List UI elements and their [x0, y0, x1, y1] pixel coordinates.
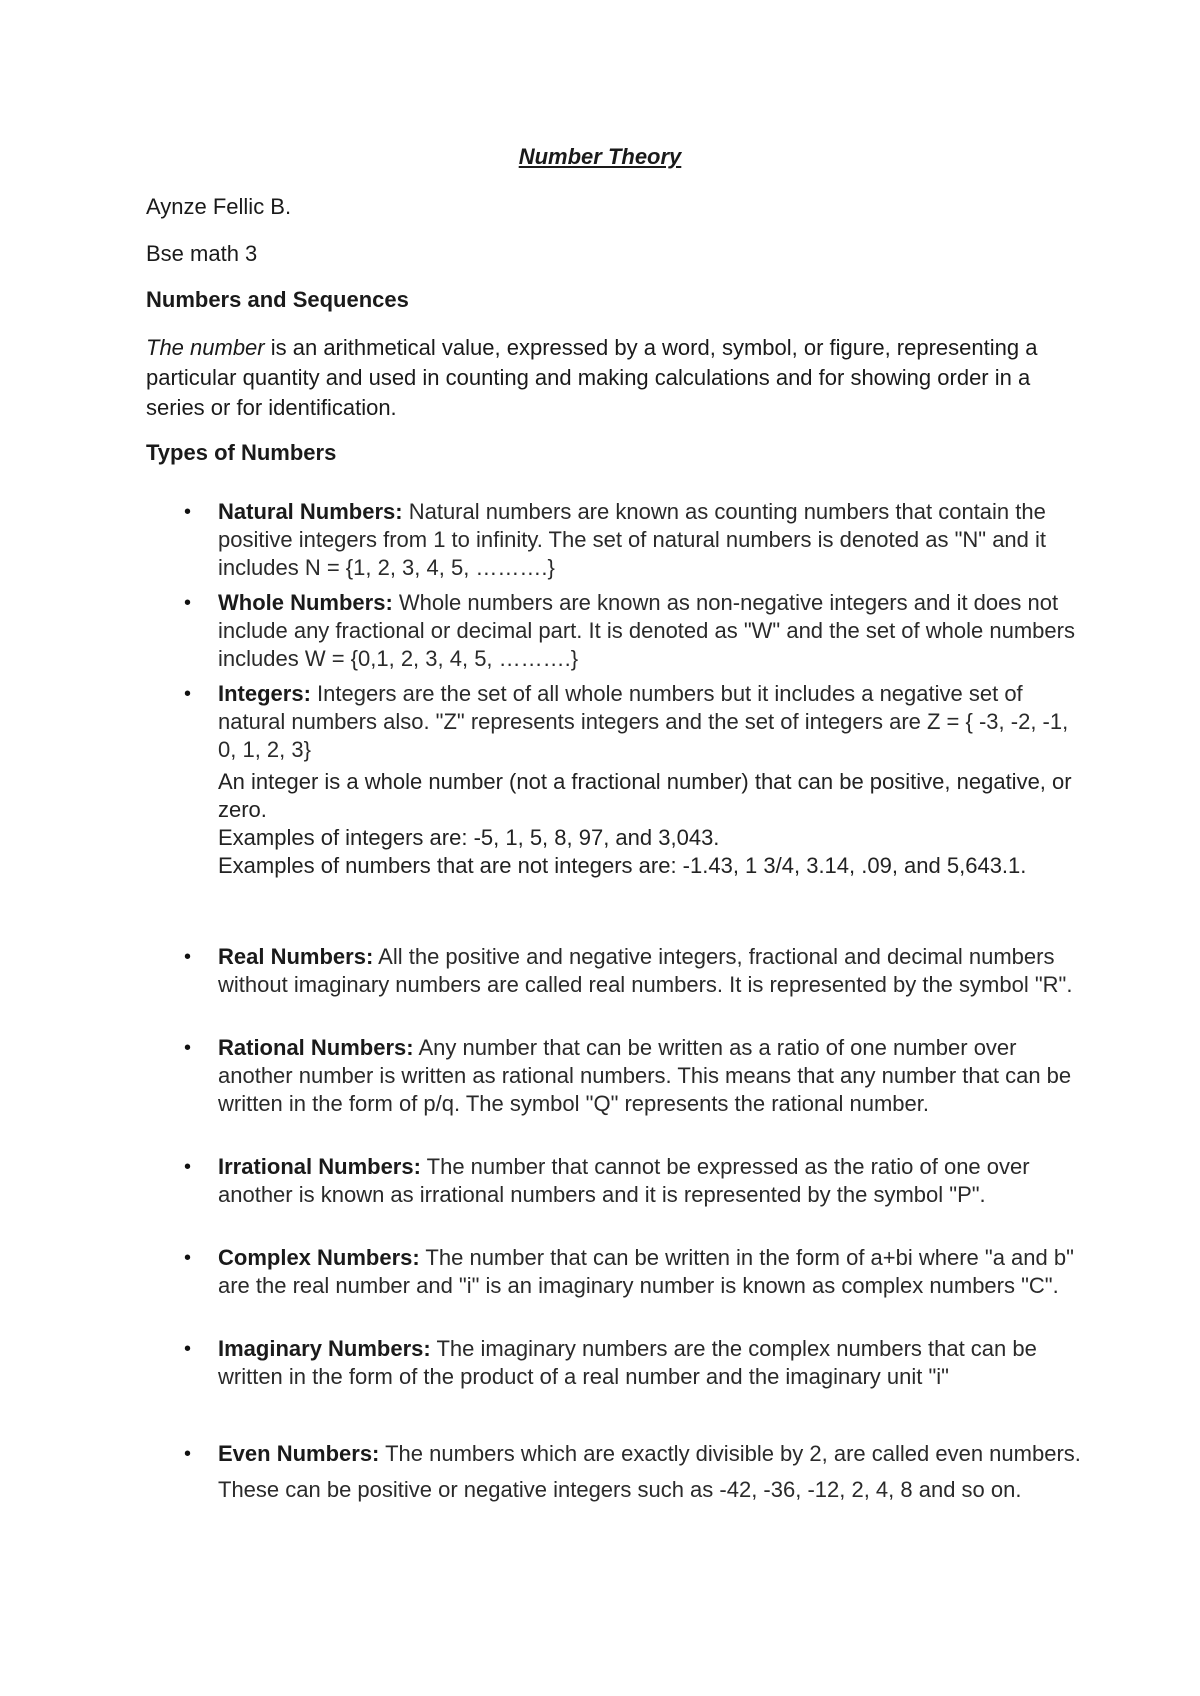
- types-heading: Types of Numbers: [146, 440, 337, 465]
- bullet-icon: •: [184, 1156, 192, 1178]
- document-title: Number Theory: [518, 144, 682, 169]
- list-item-description: The imaginary numbers are the complex numbers that can be written in the form of the product of a real number and the imaginary unit "i": [218, 1336, 1037, 1389]
- list-item-complex-numbers: [184, 1244, 1088, 1300]
- author-name: Aynze Fellic B.: [146, 194, 292, 219]
- non-integer-examples: Examples of numbers that are not integers are: -1.43, 1 3/4, 3.14, .09, and 5,643.1.: [218, 853, 1027, 878]
- intro-emphasis: The number: [146, 335, 265, 360]
- list-item-description: Integers are the set of all whole numbers but it includes a negative set of natural numbers also. "Z" represents integers and the set of integers are Z = { -3, -2, -1, 0, 1, 2, 3}: [218, 681, 1069, 762]
- bullet-icon: •: [184, 946, 192, 968]
- bullet-icon: •: [184, 1247, 192, 1269]
- list-item-description: The number that cannot be expressed as the ratio of one over another is known as irrational numbers and it is represented by the symbol "P".: [218, 1154, 1030, 1207]
- bullet-icon: •: [184, 1037, 192, 1059]
- bullet-icon: •: [184, 501, 192, 523]
- integer-definition: An integer is a whole number (not a fractional number) that can be positive, negative, or zero.: [218, 769, 1072, 822]
- list-item-term: Irrational Numbers:: [218, 1154, 421, 1179]
- list-item-rational-numbers: [184, 1034, 1088, 1118]
- list-item-term: Whole Numbers:: [218, 590, 393, 615]
- list-item-description: Whole numbers are known as non-negative integers and it does not include any fractional or decimal part. It is denoted as "W" and the set of whole numbers includes W = {0,1, 2, 3, 4, 5, ……….}: [218, 590, 1075, 671]
- list-item-natural-numbers: [184, 498, 1088, 582]
- list-item-term: Integers:: [218, 681, 311, 706]
- list-item-description: The numbers which are exactly divisible by 2, are called even numbers. These can be positive or negative integers such as -42, -36, -12, 2, 4, 8 and so on.: [218, 1441, 1081, 1502]
- list-item-whole-numbers: [184, 589, 1088, 673]
- section-heading: Numbers and Sequences: [146, 287, 409, 312]
- list-item-description: Natural numbers are known as counting numbers that contain the positive integers from 1 to infinity. The set of natural numbers is denoted as "N" and it includes N = {1, 2, 3, 4, 5, ……….}: [218, 499, 1047, 580]
- list-item-integers: [184, 680, 1088, 880]
- list-item-term: Natural Numbers:: [218, 499, 403, 524]
- list-item-term: Even Numbers:: [218, 1441, 380, 1466]
- list-item-term: Imaginary Numbers:: [218, 1336, 431, 1361]
- list-item-even-numbers: [184, 1436, 1088, 1508]
- intro-paragraph: [146, 333, 1076, 423]
- intro-text: is an arithmetical value, expressed by a word, symbol, or figure, representing a particular quantity and used in counting and making calculations and for showing order in a series or for identification.: [146, 335, 1038, 420]
- course-name: Bse math 3: [146, 241, 258, 266]
- bullet-icon: •: [184, 1338, 192, 1360]
- list-item-description: Any number that can be written as a ratio of one number over another number is written as rational numbers. This means that any number that can be written in the form of p/q. The symbol "Q" represents the rational number.: [218, 1035, 1072, 1116]
- list-item-description: The number that can be written in the form of a+bi where "a and b" are the real number and "i" is an imaginary number is known as complex numbers "C".: [218, 1245, 1074, 1298]
- bullet-icon: •: [184, 683, 192, 705]
- list-item-irrational-numbers: [184, 1153, 1088, 1209]
- list-item-term: Real Numbers:: [218, 944, 374, 969]
- list-item-term: Rational Numbers:: [218, 1035, 414, 1060]
- list-item-imaginary-numbers: [184, 1335, 1088, 1391]
- integer-examples: Examples of integers are: -5, 1, 5, 8, 97, and 3,043.: [218, 825, 720, 850]
- list-item-real-numbers: [184, 943, 1088, 999]
- list-item-term: Complex Numbers:: [218, 1245, 420, 1270]
- bullet-icon: •: [184, 1443, 192, 1465]
- list-item-description: All the positive and negative integers, fractional and decimal numbers without imaginary numbers are called real numbers. It is represented by the symbol "R".: [218, 944, 1073, 997]
- bullet-icon: •: [184, 592, 192, 614]
